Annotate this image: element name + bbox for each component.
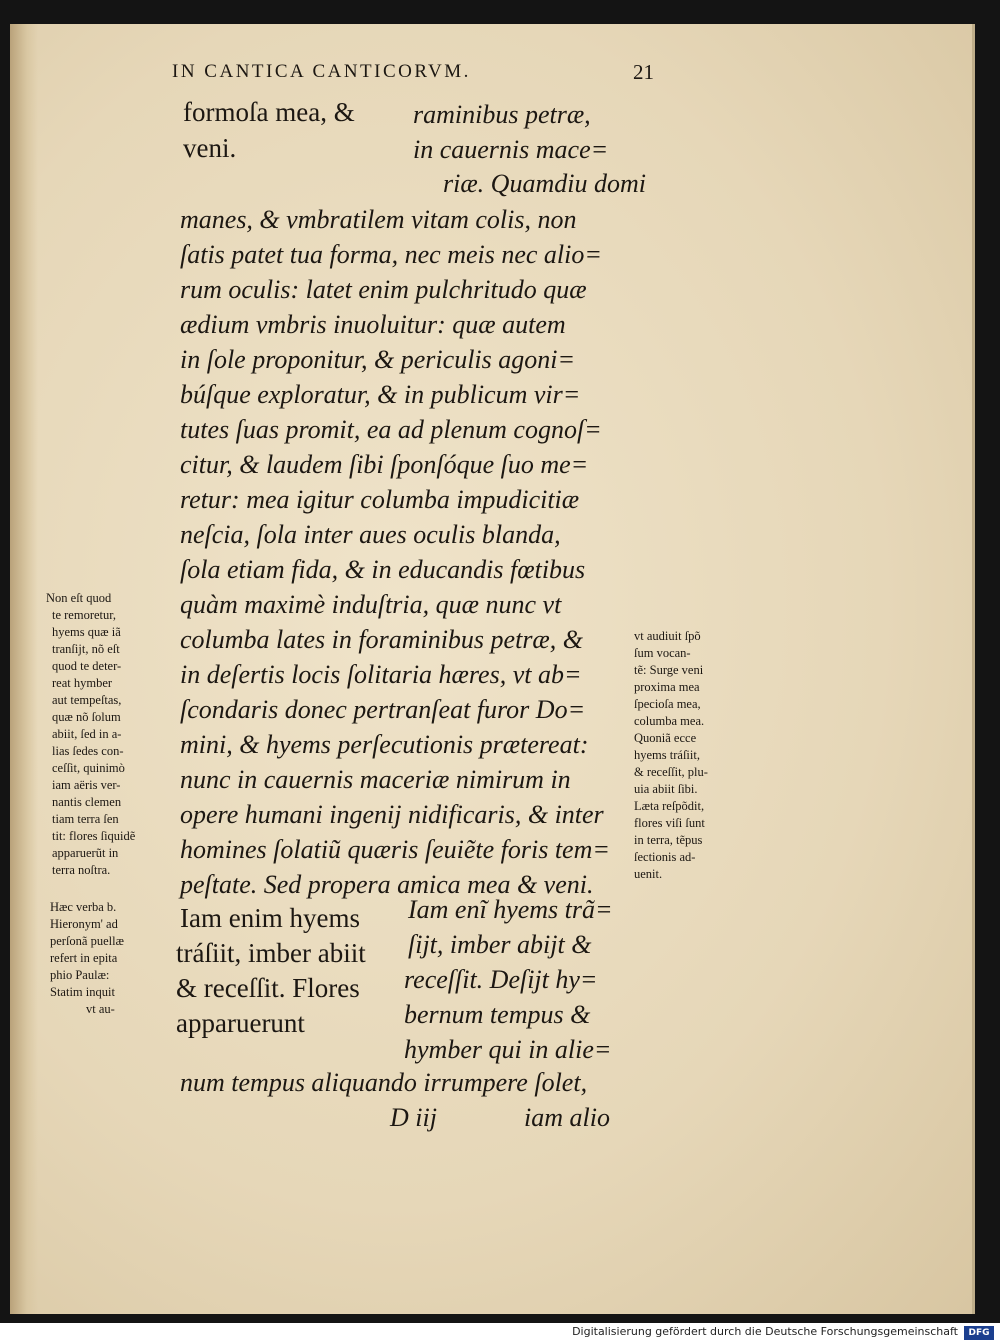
right-margin-line: in terra, tẽpus xyxy=(634,833,703,847)
right-margin-line: tẽ: Surge veni xyxy=(634,663,704,677)
left-margin-line: Non eſt quod xyxy=(46,591,112,605)
left-margin-line: ceſſit, quinimò xyxy=(52,761,125,775)
right-margin-line: Quoniã ecce xyxy=(634,731,697,745)
left-margin-line: iam aëris ver- xyxy=(52,778,121,792)
dfg-logo-icon: DFG xyxy=(964,1326,994,1340)
gloss-line: ſijt, imber abijt & xyxy=(408,930,592,959)
left-margin-line: Hieronym' ad xyxy=(50,917,118,931)
body-line: ſatis patet tua forma, nec meis nec alio= xyxy=(180,240,602,269)
right-margin-line: columba mea. xyxy=(634,714,705,728)
body-line: neſcia, ſola inter aues oculis blanda, xyxy=(180,520,561,549)
body-line: opere humani ingenij nidificaris, & inter xyxy=(180,800,604,829)
body-line: retur: mea igitur columba impudicitiæ xyxy=(180,485,580,514)
body-line: citur, & laudem ſibi ſponſóque ſuo me= xyxy=(180,450,589,479)
right-margin-line: ſectionis ad- xyxy=(634,850,696,864)
left-margin-line: perſonã puellæ xyxy=(50,934,124,948)
left-margin-line: vt au- xyxy=(86,1002,115,1016)
body-line: ſola etiam fida, & in educandis fœtibus xyxy=(180,555,586,584)
body-line: ſcondaris donec pertranſeat furor Do= xyxy=(180,695,586,724)
right-margin-line: & receſſit, plu- xyxy=(634,765,708,779)
footer-bar xyxy=(0,1323,1000,1344)
page-number: 21 xyxy=(633,60,654,84)
body-line: riæ. Quamdiu domi xyxy=(443,169,646,198)
left-margin-line: refert in epita xyxy=(50,951,118,965)
gloss-line: bernum tempus & xyxy=(404,1000,591,1029)
left-margin-line: phio Paulæ: xyxy=(50,968,110,982)
left-margin-line: tranſijt, nõ eſt xyxy=(52,642,120,656)
body-line: veni. xyxy=(183,133,237,163)
right-margin-line: proxima mea xyxy=(634,680,700,694)
body-line: búſque exploratur, & in publicum vir= xyxy=(180,380,581,409)
left-margin-line: Hæc verba b. xyxy=(50,900,117,914)
body-line: raminibus petræ, xyxy=(413,100,591,129)
body-line: tutes ſuas promit, ea ad plenum cognoſ= xyxy=(180,415,602,444)
body-line: in cauernis mace= xyxy=(413,135,609,164)
page-gutter-shadow xyxy=(10,24,38,1314)
body-line: peſtate. Sed propera amica mea & veni. xyxy=(180,870,594,899)
right-margin-line: flores viſi ſunt xyxy=(634,816,705,830)
left-margin-line: reat hymber xyxy=(52,676,113,690)
right-margin-line: uia abiit ſibi. xyxy=(634,782,698,796)
body-line: rum oculis: latet enim pulchritudo quæ xyxy=(180,275,587,304)
gloss-line: receſſit. Deſijt hy= xyxy=(404,965,598,994)
left-margin-line: tiam terra ſen xyxy=(52,812,119,826)
body-line: columba lates in foraminibus petræ, & xyxy=(180,625,583,654)
gloss-line: hymber qui in alie= xyxy=(404,1035,612,1064)
body-line: quàm maximè induſtria, quæ nunc vt xyxy=(180,590,562,619)
left-margin-line: quod te deter- xyxy=(52,659,122,673)
body-line: manes, & vmbratilem vitam colis, non xyxy=(180,205,577,234)
left-margin-line: terra noſtra. xyxy=(52,863,111,877)
scripture-line: & receſſit. Flores xyxy=(176,973,360,1003)
left-margin-line: te remoretur, xyxy=(52,608,117,622)
right-margin-line: hyems tráſiit, xyxy=(634,748,700,762)
left-margin-line: aut tempeſtas, xyxy=(52,693,122,707)
body-line: num tempus aliquando irrumpere ſolet, xyxy=(180,1068,588,1097)
funding-credit: Digitalisierung gefördert durch die Deutsche Forschungsgemeinschaft xyxy=(572,1325,958,1338)
left-margin-line: lias ſedes con- xyxy=(52,744,124,758)
body-line: homines ſolatiũ quæris ſeuiẽte foris tem= xyxy=(180,835,610,864)
left-margin-line: hyems quæ iã xyxy=(52,625,121,639)
left-margin-line: tit: flores ſiquidẽ xyxy=(52,829,136,843)
running-title: IN CANTICA CANTICORVM. xyxy=(172,61,471,82)
body-line: in ſole proponitur, & periculis agoni= xyxy=(180,345,576,374)
left-margin-line: apparuerũt in xyxy=(52,846,119,860)
left-margin-line: nantis clemen xyxy=(52,795,122,809)
gloss-line: Iam enĩ hyems trã= xyxy=(408,895,613,924)
catchword: iam alio xyxy=(524,1103,610,1132)
right-margin-line: uenit. xyxy=(634,867,663,881)
right-margin-line: ſum vocan- xyxy=(634,646,691,660)
left-margin-line: quæ nõ ſolum xyxy=(52,710,121,724)
right-margin-line: vt audiuit ſpõ xyxy=(634,629,701,643)
body-line: formoſa mea, & xyxy=(183,97,355,127)
body-line: ædium vmbris inuoluitur: quæ autem xyxy=(180,310,566,339)
body-line: in deſertis locis ſolitaria hæres, vt ab= xyxy=(180,660,582,689)
right-margin-line: Læta reſpõdit, xyxy=(634,799,705,813)
right-margin-line: ſpecioſa mea, xyxy=(634,697,701,711)
body-line: nunc in cauernis maceriæ nimirum in xyxy=(180,765,571,794)
left-margin-line: Statim inquit xyxy=(50,985,115,999)
body-line: mini, & hyems perſecutionis prætereat: xyxy=(180,730,589,759)
scripture-line: Iam enim hyems xyxy=(180,903,360,933)
scripture-line: tráſiit, imber abiit xyxy=(176,938,366,968)
scripture-line: apparuerunt xyxy=(176,1008,305,1038)
left-margin-line: abiit, ſed in a- xyxy=(52,727,122,741)
signature-mark: D iij xyxy=(390,1103,437,1132)
